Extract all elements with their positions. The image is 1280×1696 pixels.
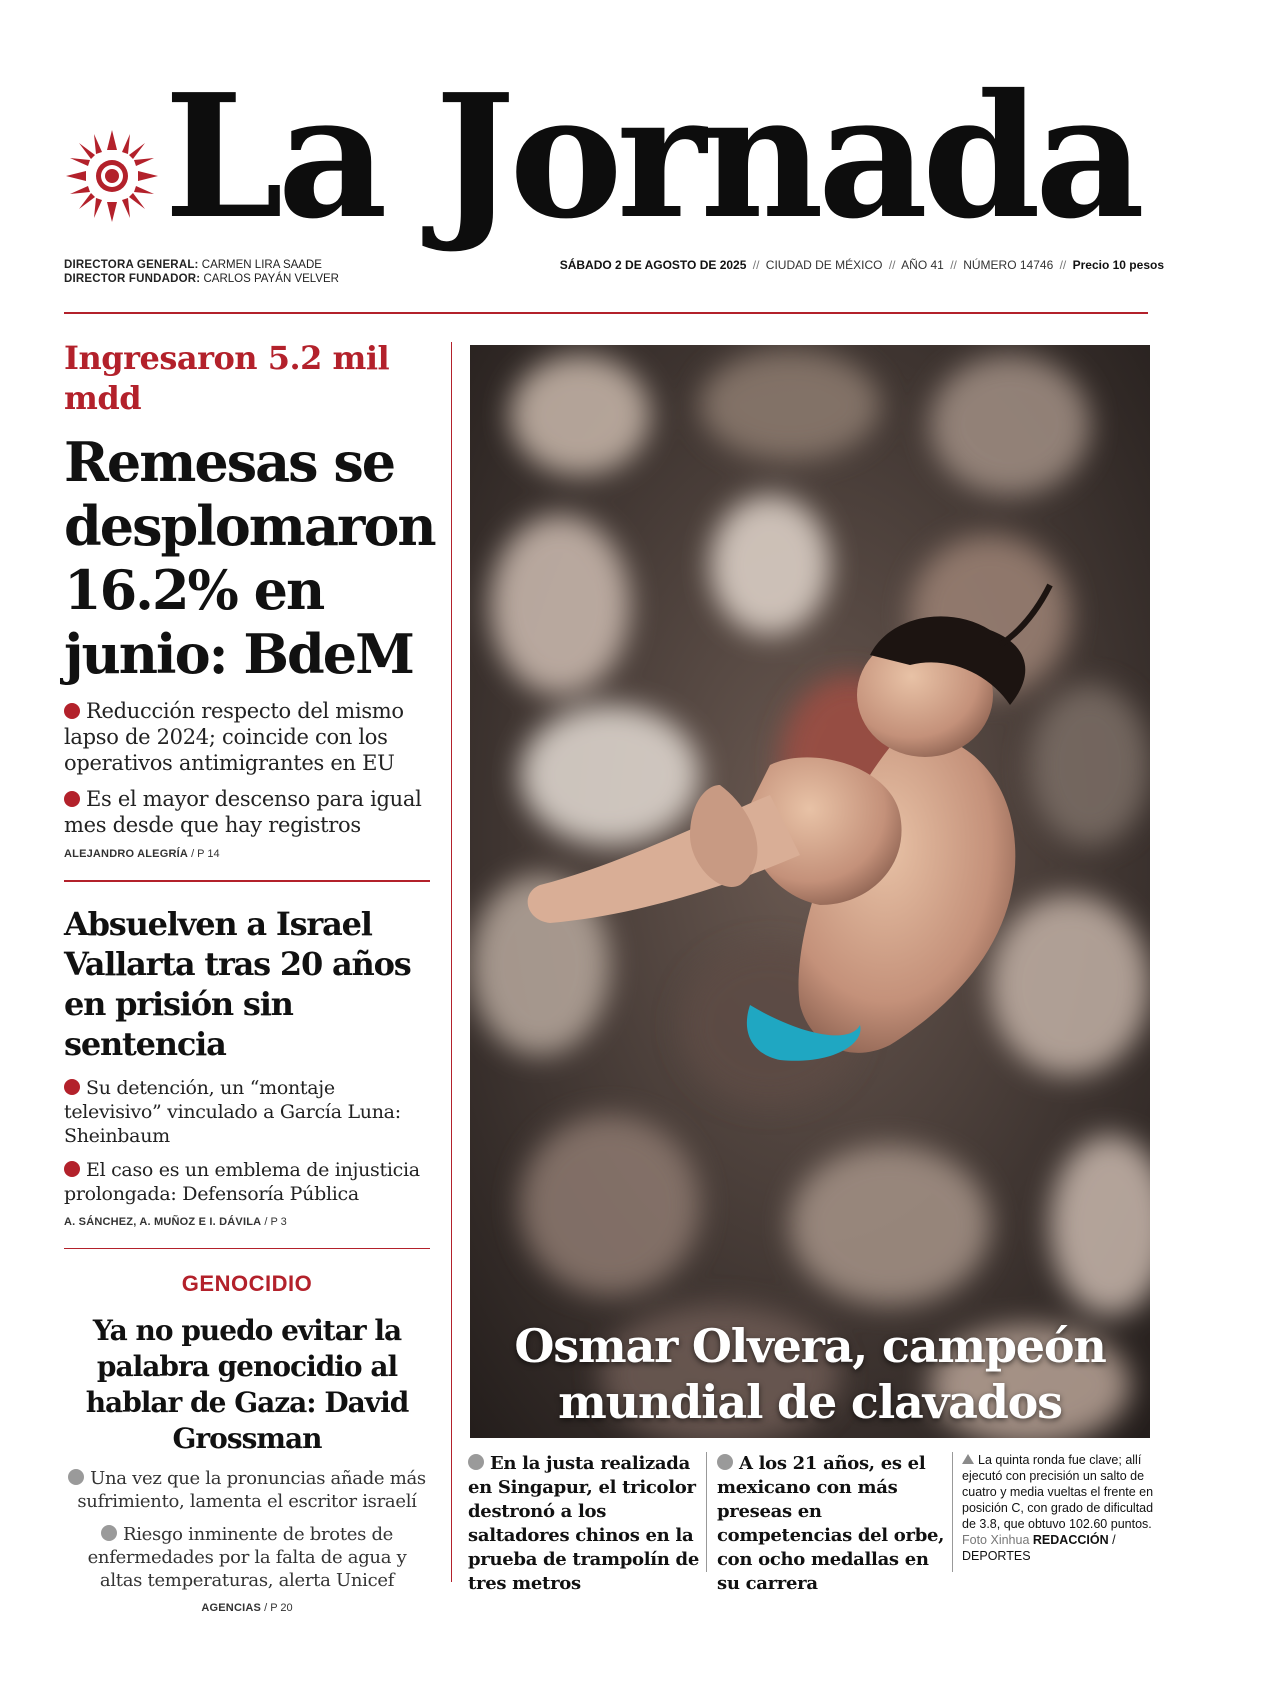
triangle-icon [962,1454,974,1464]
photo-credit: Foto Xinhua [962,1533,1030,1547]
story-divider [64,880,430,882]
bullet-text: Una vez que la pronuncias añade más sufrimiento, lamenta el escritor israelí [77,1468,426,1512]
lead-story[interactable] [64,338,435,860]
column-divider [451,342,452,1582]
third-story[interactable] [64,1271,430,1614]
photo-story-column-1 [468,1452,700,1596]
column-divider [952,1452,953,1572]
separator: // [752,258,760,272]
column-divider [706,1452,707,1572]
second-bullet [64,1158,430,1206]
second-story[interactable] [64,904,430,1228]
edition-number: NÚMERO 14746 [963,258,1054,272]
column-text-content: En la justa realizada en Singapur, el tricolor destronó a los saltadores chinos en la prueba de trampolín de tres metros [468,1453,699,1594]
second-bullets [64,1076,430,1206]
lead-bullet [64,786,430,838]
masthead [64,57,1164,290]
edition-year: AÑO 41 [901,258,944,272]
cover-photo[interactable] [470,345,1150,1438]
third-byline [64,1602,430,1614]
bullet-text: Riesgo inminente de brotes de enfermedades por la falta de agua y altas temperaturas, alerta Unicef [87,1524,407,1591]
byline-name: ALEJANDRO ALEGRÍA [64,848,188,860]
third-bullet [64,1467,430,1513]
byline-name: A. SÁNCHEZ, A. MUÑOZ E I. DÁVILA [64,1215,262,1228]
byline-name: AGENCIAS [201,1602,262,1614]
staff-name: CARMEN LIRA SAADE [201,259,322,271]
staff-name: CARLOS PAYÁN VELVER [203,273,339,285]
caption-body: La quinta ronda fue clave; allí ejecutó con precisión un salto de cuatro y media vueltas el frente en posición C, con grado de dificultad de 3.8, que obtuvo 102.60 puntos. [962,1453,1154,1531]
lead-byline [64,848,430,860]
column-text [468,1452,700,1596]
lead-kicker: Ingresaron 5.2 mil mdd [64,339,390,417]
edition-price: Precio 10 pesos [1072,258,1164,272]
edition-city: CIUDAD DE MÉXICO [765,258,883,272]
separator: // [950,258,957,272]
edition-line [560,258,1164,272]
photo-story-column-2 [717,1452,945,1596]
byline-page: / P 3 [264,1215,287,1228]
bullet-dot-icon [64,791,80,807]
left-column [64,338,435,1614]
separator: // [888,258,896,272]
bullet-text: El caso es un emblema de injusticia prolongada: Defensoría Pública [64,1158,420,1205]
lead-bullets [64,698,430,838]
staff-role: DIRECTOR FUNDADOR: [64,273,201,285]
diver-illustration [470,345,1150,1438]
bullet-dot-icon [717,1454,733,1470]
top-divider [64,312,1148,314]
staff-credits [64,258,339,286]
bullet-text: Reducción respecto del mismo lapso de 2024; coincide con los operativos antimigrantes en EU [64,699,404,775]
second-headline[interactable]: Absuelven a Israel Vallarta tras 20 años en prisión sin sentencia [64,904,411,1063]
third-bullet [64,1523,430,1592]
photo-headline[interactable]: Osmar Olvera, campeón mundial de clavados [514,1319,1106,1429]
caption-text [962,1452,1158,1564]
column-text-content: A los 21 años, es el mexicano con más preseas en competencias del orbe, con ocho medallas en su carrera [717,1453,945,1594]
section-tag: GENOCIDIO [181,1271,313,1296]
lead-headline[interactable]: Remesas se desplomaron 16.2% en junio: BdeM [64,430,435,686]
bullet-dot-icon [468,1454,484,1470]
bullet-dot-icon [101,1525,117,1541]
sun-logo-icon [64,128,160,224]
bullet-dot-icon [64,703,80,719]
separator: // [1059,258,1067,272]
second-bullet [64,1076,430,1148]
second-byline [64,1216,430,1228]
bullet-text: Es el mayor descenso para igual mes desde que hay registros [64,787,422,837]
credit-name: REDACCIÓN [1032,1533,1109,1547]
column-text [717,1452,945,1596]
staff-role: DIRECTORA GENERAL: [64,259,199,271]
byline-page: / P 20 [264,1602,293,1614]
bullet-dot-icon [64,1161,80,1177]
third-headline[interactable]: Ya no puedo evitar la palabra genocidio al hablar de Gaza: David Grossman [85,1314,409,1455]
bullet-dot-icon [68,1469,84,1485]
story-divider [64,1248,430,1250]
bullet-text: Su detención, un “montaje televisivo” vinculado a García Luna: Sheinbaum [64,1076,401,1147]
lead-bullet [64,698,430,776]
newspaper-logo: La Jornada [164,57,1140,257]
photo-caption [962,1452,1158,1564]
bullet-dot-icon [64,1079,80,1095]
edition-date: SÁBADO 2 DE AGOSTO DE 2025 [559,258,747,272]
credit-section: / DEPORTES [962,1533,1116,1563]
byline-page: / P 14 [191,848,220,860]
